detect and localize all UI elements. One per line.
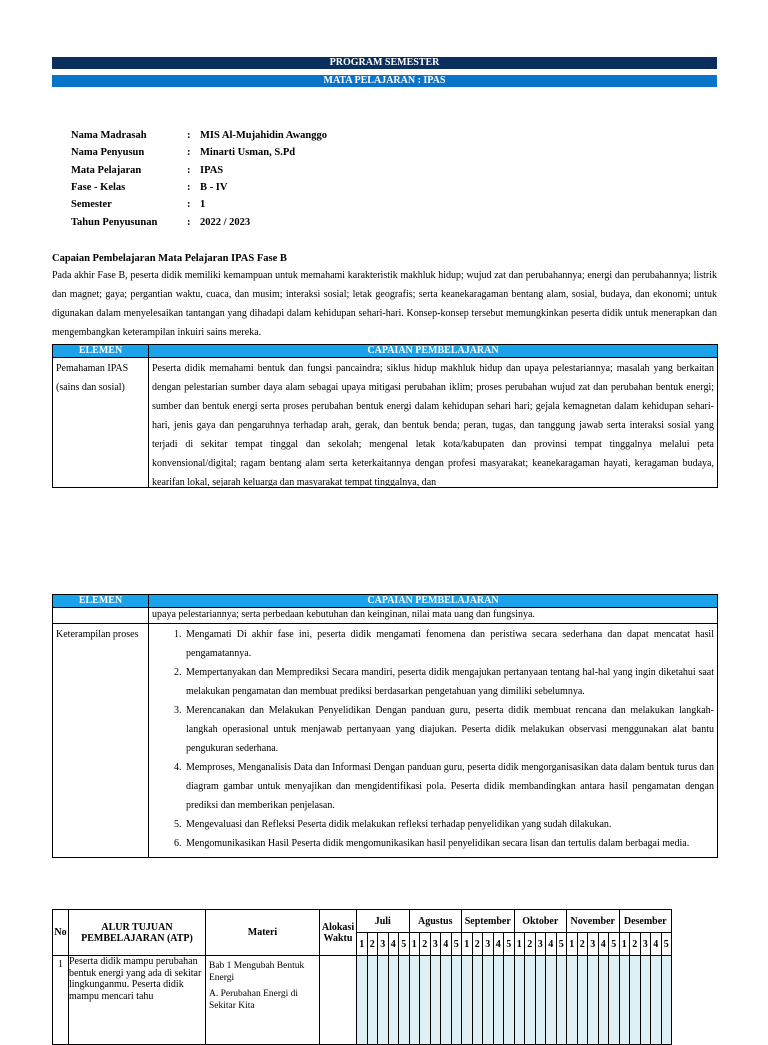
week-cell xyxy=(661,956,672,1045)
week-header: 3 xyxy=(535,933,546,956)
week-header: 4 xyxy=(598,933,609,956)
month-header: Desember xyxy=(619,910,672,933)
week-cell xyxy=(630,956,641,1045)
week-header: 1 xyxy=(409,933,420,956)
atp-row-materi xyxy=(206,956,320,1045)
capaian-pemahaman: Peserta didik memahami bentuk dan fungsi pancaindra; siklus hidup makhluk hidup dan upaya pelestariannya; masalah yang berkaitan dengan pelestarian sumber daya alam sebagai upaya mitigasi perubahan iklim; proses perubahan wujud zat dan perubahan bentuk energi; sumber dan bentuk energi serta proses perubahan bentuk energi dalam kehidupan sehari hari; gejala kemagnetan dalam kehidupan sehari-hari, jenis gaya dan pengaruhnya terhadap arah, gerak, dan bentuk benda; peran, tugas, dan tanggung jawab serta interaksi sosial yang terjadi di sekitar tempat tinggal dan sekolah; mengenal letak kota/kabupaten dan provinsi tempat tinggalnya melalui peta konvensional/digital; ragam bentang alam serta keterkaitannya dengan profesi masyarakat; keanekaragaman hayati, keragaman budaya, kearifan lokal, sejarah keluarga dan masyarakat tempat tinggalnya, dan xyxy=(152,363,714,486)
info-row xyxy=(71,146,671,160)
week-cell xyxy=(462,956,473,1045)
elemen-pemahaman: Pemahaman IPAS (sains dan sosial) xyxy=(56,363,129,393)
step-item: 5. Mengevaluasi dan Refleksi Peserta didik melakukan refleksi terhadap penyelidikan yang sudah dilakukan. xyxy=(184,815,714,834)
info-row xyxy=(71,164,671,178)
week-cell xyxy=(535,956,546,1045)
week-header: 2 xyxy=(525,933,536,956)
week-cell xyxy=(430,956,441,1045)
week-cell xyxy=(640,956,651,1045)
info-colon: : xyxy=(187,199,191,211)
week-cell xyxy=(609,956,620,1045)
month-header: November xyxy=(567,910,620,933)
week-cell xyxy=(483,956,494,1045)
info-label: Tahun Penyusunan xyxy=(71,216,158,228)
week-cell xyxy=(567,956,578,1045)
atp-row-text: Peserta didik mampu perubahan bentuk energi yang ada di sekitar lingkunganmu. Peserta didik mampu mencari tahu xyxy=(69,956,206,1045)
week-header: 5 xyxy=(556,933,567,956)
week-header: 1 xyxy=(514,933,525,956)
week-cell xyxy=(388,956,399,1045)
week-cell xyxy=(399,956,410,1045)
atp-header-materi: Materi xyxy=(206,910,320,956)
week-cell xyxy=(546,956,557,1045)
week-header: 2 xyxy=(420,933,431,956)
week-cell xyxy=(493,956,504,1045)
info-colon: : xyxy=(187,147,191,159)
step-item: 3. Merencanakan dan Melakukan Penyelidikan Dengan panduan guru, peserta didik membuat rencana dan melakukan langkah-langkah operasional untuk menjawab pertanyaan yang diajukan. Peserta didik melakukan observasi menggunakan alat bantu pengukuran sederhana. xyxy=(184,701,714,758)
info-value: MIS Al-Mujahidin Awanggo xyxy=(200,130,327,141)
week-header: 2 xyxy=(472,933,483,956)
step-item: 2. Mempertanyakan dan Memprediksi Secara mandiri, peserta didik mengajukan pertanyaan tentang hal-hal yang ingin diketahui saat melakukan pengamatan dan membuat prediksi berdasarkan pengetahuan yang dimiliki sebelumnya. xyxy=(184,663,714,701)
atp-header-alokasi: Alokasi Waktu xyxy=(320,910,357,956)
week-cell xyxy=(556,956,567,1045)
info-value: 2022 / 2023 xyxy=(200,216,251,228)
atp-table xyxy=(52,909,672,1045)
week-header: 5 xyxy=(399,933,410,956)
week-header: 1 xyxy=(567,933,578,956)
week-cell xyxy=(514,956,525,1045)
week-header: 5 xyxy=(451,933,462,956)
week-header: 4 xyxy=(493,933,504,956)
week-cell xyxy=(441,956,452,1045)
month-header: Juli xyxy=(357,910,410,933)
header-capaian: CAPAIAN PEMBELAJARAN xyxy=(149,345,718,358)
capaian-title: Capaian Pembelajaran Mata Pelajaran IPAS Fase B xyxy=(52,253,287,264)
month-header: Agustus xyxy=(409,910,462,933)
materi-item: Bab 1 Mengubah Bentuk Energi xyxy=(209,961,305,983)
info-colon: : xyxy=(187,181,191,193)
week-header: 4 xyxy=(388,933,399,956)
month-header: September xyxy=(462,910,515,933)
week-header: 4 xyxy=(546,933,557,956)
week-header: 2 xyxy=(577,933,588,956)
week-cell xyxy=(504,956,515,1045)
capaian-table-1 xyxy=(52,344,718,488)
week-cell xyxy=(472,956,483,1045)
week-header: 1 xyxy=(357,933,368,956)
info-label: Mata Pelajaran xyxy=(71,164,142,176)
materi-item: A. Perubahan Energi di Sekitar Kita xyxy=(209,989,298,1011)
week-header: 5 xyxy=(609,933,620,956)
info-label: Nama Madrasah xyxy=(71,130,147,141)
week-cell xyxy=(367,956,378,1045)
week-cell xyxy=(451,956,462,1045)
week-header: 4 xyxy=(441,933,452,956)
week-cell xyxy=(577,956,588,1045)
capaian-continued: upaya pelestariannya; serta perbedaan kebutuhan dan keinginan, nilai mata uang dan fungsinya. xyxy=(149,608,718,624)
week-cell xyxy=(409,956,420,1045)
keterampilan-steps xyxy=(152,625,714,853)
week-header: 1 xyxy=(619,933,630,956)
info-colon: : xyxy=(187,216,191,228)
info-row xyxy=(71,198,671,212)
info-value: 1 xyxy=(200,199,206,211)
week-cell xyxy=(420,956,431,1045)
atp-row-alokasi xyxy=(320,956,357,1045)
info-colon: : xyxy=(187,164,191,176)
month-header: Oktober xyxy=(514,910,567,933)
week-header: 3 xyxy=(483,933,494,956)
week-cell xyxy=(588,956,599,1045)
week-header: 3 xyxy=(378,933,389,956)
header-capaian: CAPAIAN PEMBELAJARAN xyxy=(149,595,718,608)
doc-title: PROGRAM SEMESTER xyxy=(52,57,717,69)
elemen-keterampilan: Keterampilan proses xyxy=(53,624,149,858)
week-header: 4 xyxy=(651,933,662,956)
info-row xyxy=(71,181,671,195)
week-header: 2 xyxy=(630,933,641,956)
info-value: Minarti Usman, S.Pd xyxy=(200,147,296,159)
info-value: IPAS xyxy=(200,164,224,176)
week-header: 2 xyxy=(367,933,378,956)
capaian-paragraph: Pada akhir Fase B, peserta didik memiliki kemampuan untuk memahami karakteristik makhluk hidup; wujud zat dan perubahannya; energi dan perubahannya; listrik dan magnet; gaya; pergantian waktu, cuaca, dan musim; interaksi sosial; letak geografis; serta keanekaragaman bentang alam, sosial, budaya, dan ekonomi; untuk digunakan dalam menyelesaikan tantangan yang dihadapi dalam kehidupan sehari-hari. Konsep-konsep tersebut memungkinkan peserta didik untuk menerapkan dan mengembangkan keterampilan inkuiri sains mereka. xyxy=(52,270,717,338)
week-cell xyxy=(525,956,536,1045)
week-header: 1 xyxy=(462,933,473,956)
info-label: Fase - Kelas xyxy=(71,181,126,193)
capaian-table-2 xyxy=(52,594,718,858)
week-header: 5 xyxy=(504,933,515,956)
week-header: 3 xyxy=(588,933,599,956)
info-label: Semester xyxy=(71,199,112,211)
doc-subtitle: MATA PELAJARAN : IPAS xyxy=(52,75,717,87)
atp-header-atp: ALUR TUJUAN PEMBELAJARAN (ATP) xyxy=(69,910,206,956)
week-cell xyxy=(378,956,389,1045)
step-item: 4. Memproses, Menganalisis Data dan Informasi Dengan panduan guru, peserta didik mengorganisasikan data dalam bentuk turus dan diagram gambar untuk menyajikan dan mengidentifikasi pola. Peserta didik membandingkan antara hasil pengamatan dengan prediksi dan memberikan penjelasan. xyxy=(184,758,714,815)
step-item: 6. Mengomunikasikan Hasil Peserta didik mengomunikasikan hasil penyelidikan secara lisan dan tertulis dalam berbagai media. xyxy=(184,834,714,853)
week-cell xyxy=(598,956,609,1045)
info-row xyxy=(71,216,671,230)
week-cell xyxy=(619,956,630,1045)
week-header: 3 xyxy=(640,933,651,956)
info-value: B - IV xyxy=(200,181,228,193)
header-elemen: ELEMEN xyxy=(53,595,149,608)
atp-header-no: No xyxy=(53,910,69,956)
week-cell xyxy=(651,956,662,1045)
atp-row-no: 1 xyxy=(53,956,69,1045)
info-row xyxy=(71,129,671,143)
header-elemen: ELEMEN xyxy=(53,345,149,358)
week-header: 3 xyxy=(430,933,441,956)
week-cell xyxy=(357,956,368,1045)
week-header: 5 xyxy=(661,933,672,956)
step-item: 1. Mengamati Di akhir fase ini, peserta didik mengamati fenomena dan peristiwa secara sederhana dan dapat mencatat hasil pengamatannya. xyxy=(184,625,714,663)
info-colon: : xyxy=(187,130,191,141)
info-label: Nama Penyusun xyxy=(71,147,145,159)
